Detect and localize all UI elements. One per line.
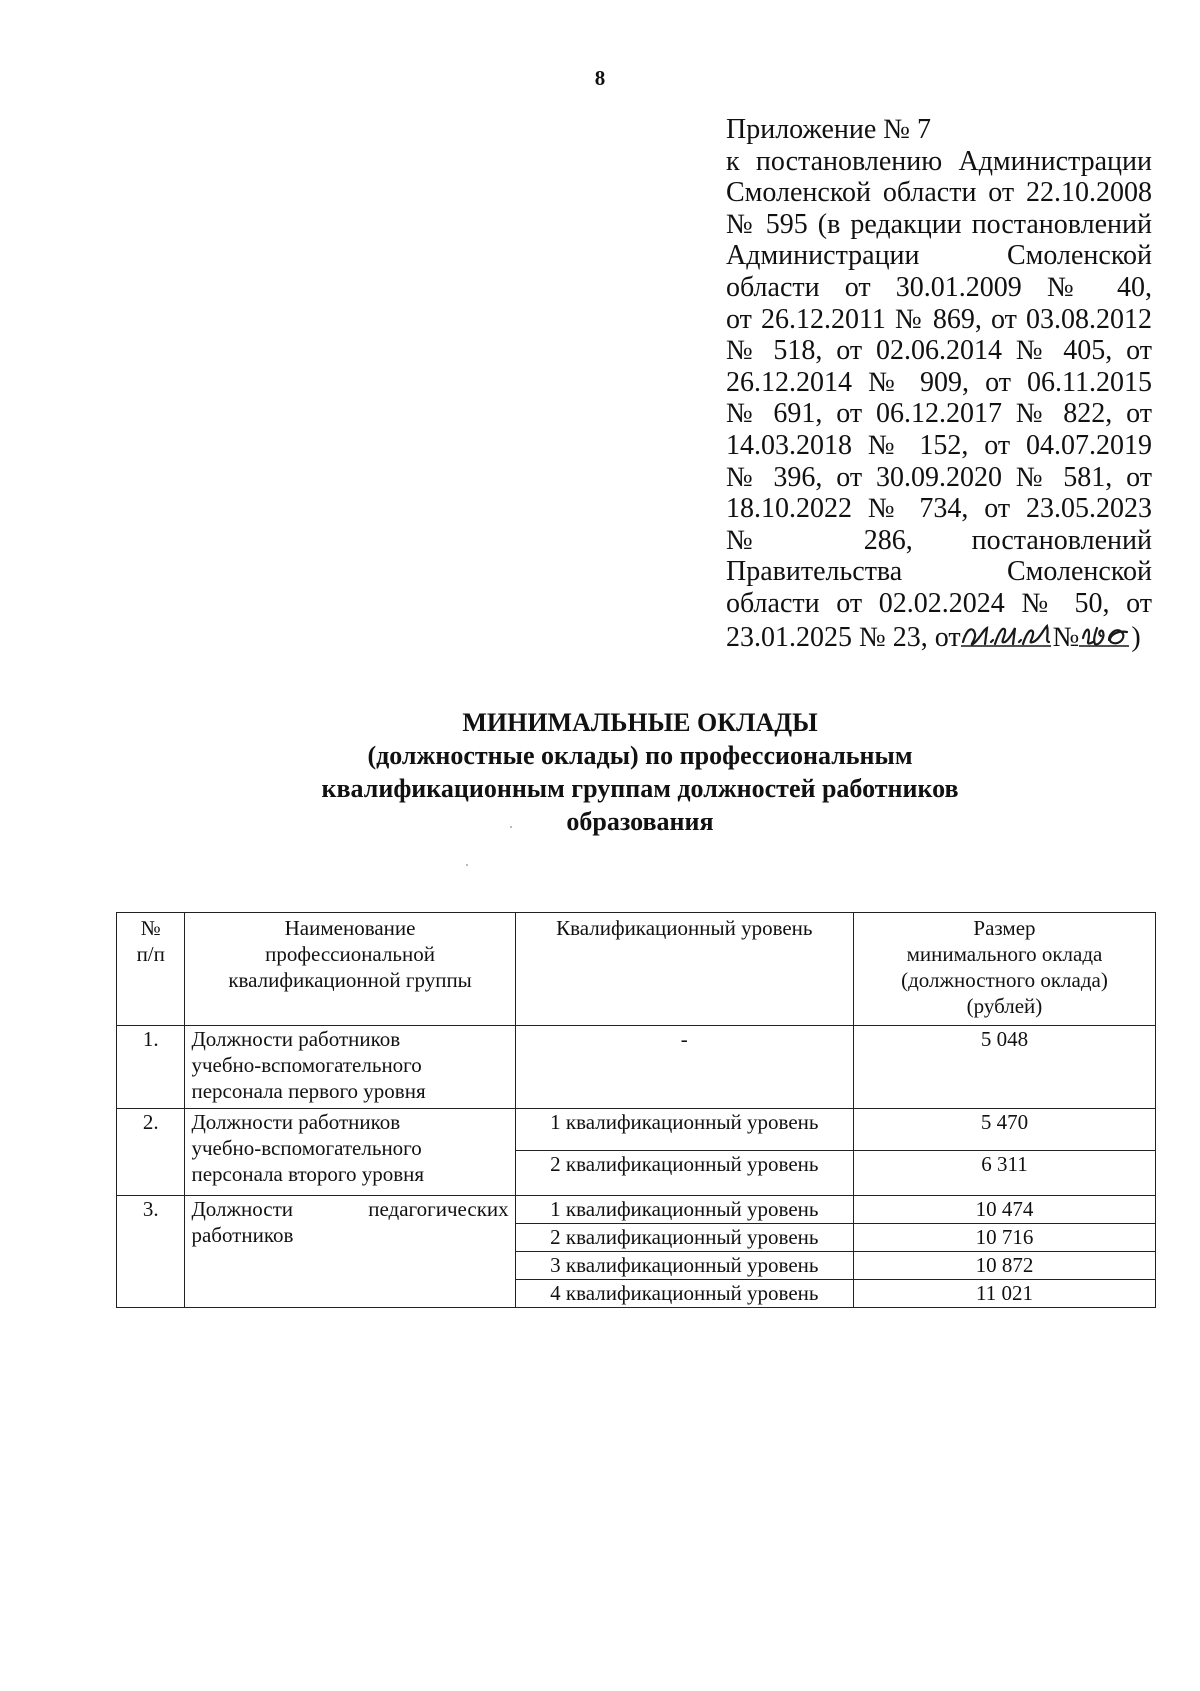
header-level <box>515 913 853 1026</box>
appendix-line: области от 02.02.2024 № 50, от <box>726 587 1152 619</box>
handwritten-date-signature <box>961 620 1053 658</box>
page-number: 8 <box>594 66 606 90</box>
appendix-line: № 518, от 02.06.2014 № 405, от <box>726 335 1152 367</box>
group-name-line: учебно-вспомогательного <box>191 1053 422 1077</box>
level-cell: 2 квалификационный уровень <box>515 1224 853 1252</box>
appendix-line: № 396, от 30.09.2020 № 581, от <box>726 461 1152 493</box>
appendix-line: Смоленской области от 22.10.2008 <box>726 177 1152 209</box>
level-cell: 2 квалификационный уровень <box>515 1151 853 1196</box>
appendix-line: к постановлению Администрации <box>726 145 1152 177</box>
appendix-line: области от 30.01.2009 № 40, <box>726 271 1152 303</box>
appendix-last-line-suffix: ) <box>1131 621 1141 653</box>
level-cell: 3 квалификационный уровень <box>515 1252 853 1280</box>
header-text: (должностного оклада) <box>901 968 1108 992</box>
heading-line-3: квалификационным группам должностей работников <box>321 774 959 803</box>
header-group-name <box>185 913 515 1026</box>
document-heading <box>120 706 1160 838</box>
header-text: квалификационной группы <box>228 968 472 992</box>
level-cell: - <box>515 1026 853 1109</box>
salary-cell: 10 716 <box>853 1224 1155 1252</box>
group-name-line: персонала первого уровня <box>191 1079 426 1103</box>
appendix-number-sign: № <box>1052 621 1080 653</box>
group-name-line: работников <box>191 1223 294 1247</box>
salary-cell: 10 474 <box>853 1196 1155 1224</box>
header-text: минимального оклада <box>906 942 1103 966</box>
level-cell: 1 квалификационный уровень <box>515 1109 853 1151</box>
group-name-line: Должности педагогических <box>191 1197 509 1221</box>
appendix-line: Администрации Смоленской <box>726 240 1152 272</box>
appendix-line: № 595 (в редакции постановлений <box>726 208 1152 240</box>
table-row <box>117 1109 1156 1151</box>
row-number: 1. <box>117 1026 185 1109</box>
header-text: Наименование <box>284 916 416 940</box>
header-text: № <box>140 916 161 940</box>
group-name-line: персонала второго уровня <box>191 1162 425 1186</box>
scan-speck <box>510 826 512 828</box>
appendix-last-line-prefix: 23.01.2025 № 23, от <box>726 621 961 653</box>
row-number: 3. <box>117 1196 185 1308</box>
appendix-line: № 286, постановлений <box>726 524 1152 556</box>
appendix-line: 26.12.2014 № 909, от 06.11.2015 <box>726 366 1152 398</box>
header-text: (рублей) <box>966 994 1043 1018</box>
appendix-title: Приложение № 7 <box>726 114 931 145</box>
level-cell: 4 квалификационный уровень <box>515 1280 853 1308</box>
heading-line-4: образования <box>566 807 714 836</box>
handwritten-number-signature <box>1079 620 1131 658</box>
header-text: Размер <box>973 916 1036 940</box>
group-name-line: Должности работников <box>191 1027 401 1051</box>
appendix-block <box>726 114 1152 657</box>
header-num <box>117 913 185 1026</box>
appendix-line: Правительства Смоленской <box>726 556 1152 588</box>
salary-cell: 5 048 <box>853 1026 1155 1109</box>
salary-cell: 5 470 <box>853 1109 1155 1151</box>
salary-cell: 11 021 <box>853 1280 1155 1308</box>
header-text: п/п <box>136 942 165 966</box>
salary-table <box>116 912 1156 1308</box>
header-size <box>853 913 1155 1026</box>
appendix-line: от 26.12.2011 № 869, от 03.08.2012 <box>726 303 1152 335</box>
appendix-last-line <box>726 620 1152 658</box>
scan-speck <box>466 864 468 866</box>
group-name-cell <box>185 1109 515 1196</box>
row-number: 2. <box>117 1109 185 1196</box>
header-text: Квалификационный уровень <box>556 916 813 940</box>
appendix-line: 18.10.2022 № 734, от 23.05.2023 <box>726 493 1152 525</box>
table-header-row <box>117 913 1156 1026</box>
group-name-cell <box>185 1196 515 1308</box>
group-name-line: Должности работников <box>191 1110 401 1134</box>
table-row <box>117 1196 1156 1224</box>
group-name-cell <box>185 1026 515 1109</box>
heading-line-2: (должностные оклады) по профессиональным <box>367 741 913 770</box>
appendix-line: № 691, от 06.12.2017 № 822, от <box>726 398 1152 430</box>
group-name-line: учебно-вспомогательного <box>191 1136 422 1160</box>
salary-cell: 10 872 <box>853 1252 1155 1280</box>
level-cell: 1 квалификационный уровень <box>515 1196 853 1224</box>
salary-cell: 6 311 <box>853 1151 1155 1196</box>
appendix-line: 14.03.2018 № 152, от 04.07.2019 <box>726 429 1152 461</box>
table-row <box>117 1026 1156 1109</box>
header-text: профессиональной <box>265 942 435 966</box>
heading-line-1: МИНИМАЛЬНЫЕ ОКЛАДЫ <box>462 708 818 737</box>
